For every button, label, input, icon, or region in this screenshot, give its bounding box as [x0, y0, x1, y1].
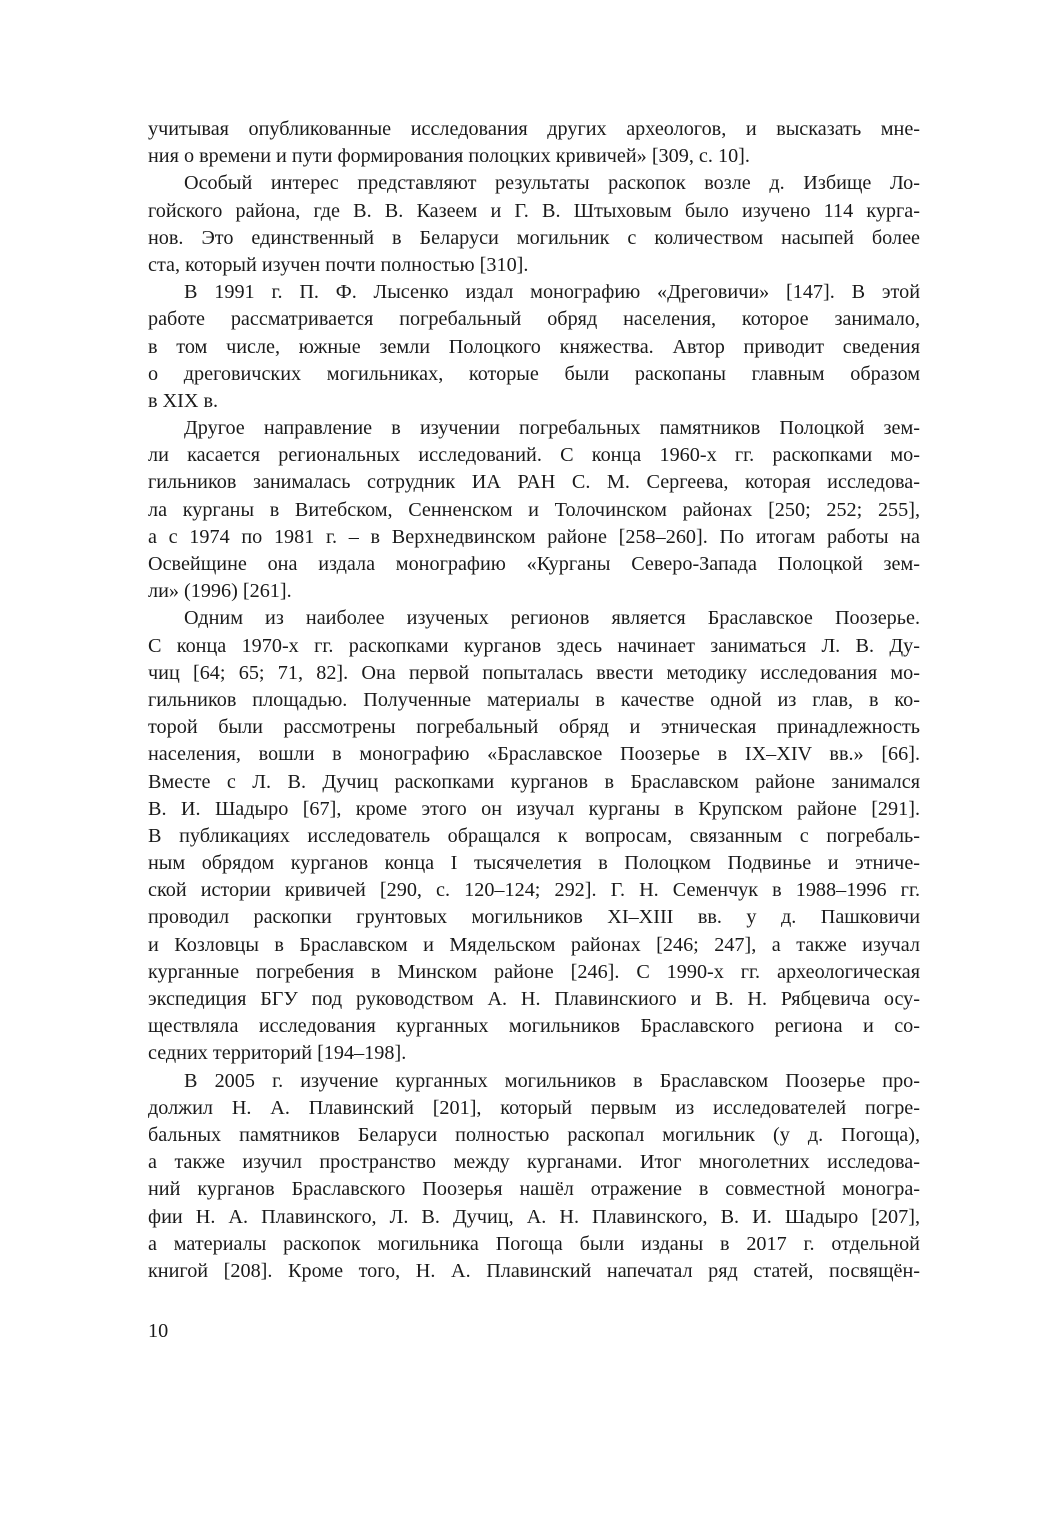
text-line: гойского района, где В. В. Казеем и Г. В. Штыховым было изучено 114 курга-: [148, 199, 920, 222]
text-line: книгой [208]. Кроме того, Н. А. Плавинский напечатал ряд статей, посвящён-: [148, 1259, 920, 1282]
text-line: торой были рассмотрены погребальный обряд и этническая принадлежность: [148, 716, 920, 739]
paragraph-6: [148, 1068, 920, 1286]
text-line: В публикациях исследователь обращался к вопросам, связанным с погребаль-: [148, 824, 920, 847]
text-line: Особый интерес представляют результаты раскопок возле д. Избище Ло-: [184, 172, 920, 195]
text-line: Одним из наиболее изученых регионов является Браславское Поозерье.: [184, 607, 920, 630]
paragraph-5: [148, 605, 920, 1067]
paragraph-1: [148, 116, 920, 170]
text-line: ста, который изучен почти полностью [310].: [148, 253, 529, 276]
text-line: учитывая опубликованные исследования других археологов, и высказать мне-: [148, 118, 920, 140]
text-line: ли» (1996) [261].: [148, 580, 292, 603]
text-line: в XIX в.: [148, 389, 219, 412]
text-line: ли касается региональных исследований. С конца 1960-х гг. раскопками мо-: [148, 444, 920, 467]
text-line: должил Н. А. Плавинский [201], который первым из исследователей погре-: [148, 1096, 920, 1119]
text-line: гильников площадью. Полученные материалы в качестве одной из глав, в ко-: [148, 688, 920, 711]
text-line: С конца 1970-х гг. раскопками курганов здесь начинает заниматься Л. В. Ду-: [148, 634, 920, 657]
page-body: [148, 116, 920, 1285]
paragraph-2: [148, 170, 920, 279]
text-line: В. И. Шадыро [67], кроме этого он изучал курганы в Крупском районе [291].: [148, 797, 920, 820]
text-line: Освейщине она издала монографию «Курганы Северо-Запада Полоцкой зем-: [148, 553, 920, 575]
text-line: а с 1974 по 1981 г. – в Верхнедвинском районе [258–260]. По итогам работы на: [148, 525, 920, 548]
text-line: ла курганы в Витебском, Сенненском и Толочинском районах [250; 252; 255],: [148, 498, 920, 521]
text-line: ным обрядом курганов конца I тысячелетия в Полоцком Подвинье и этниче-: [148, 852, 920, 875]
text-line: нов. Это единственный в Беларуси могильник с количеством насыпей более: [148, 226, 920, 249]
text-line: о дреговичских могильниках, которые были раскопаны главным образом: [148, 362, 920, 385]
text-line: а материалы раскопок могильника Погоща были изданы в 2017 г. отдельной: [148, 1232, 920, 1255]
text-line: Другое направление в изучении погребальных памятников Полоцкой зем-: [184, 417, 920, 440]
text-line: фии Н. А. Плавинского, Л. В. Дучиц, А. Н. Плавинского, В. И. Шадыро [207],: [148, 1205, 920, 1228]
text-line: седних территорий [194–198].: [148, 1042, 407, 1065]
text-line: ний курганов Браславского Поозерья нашёл отражение в совместной моногра-: [148, 1178, 920, 1201]
text-line: работе рассматривается погребальный обряд населения, которое занимало,: [148, 308, 920, 331]
text-line: ской истории кривичей [290, с. 120–124; 292]. Г. Н. Семенчук в 1988–1996 гг.: [148, 879, 920, 902]
text-line: В 1991 г. П. Ф. Лысенко издал монографию «Дреговичи» [147]. В этой: [184, 281, 920, 304]
text-line: проводил раскопки грунтовых могильников XI–XIII вв. у д. Пашковичи: [148, 906, 920, 929]
text-line: гильников занималась сотрудник ИА РАН С. М. Сергеева, которая исследова-: [148, 471, 920, 494]
text-line: а также изучил пространство между курганами. Итог многолетних исследова-: [148, 1151, 920, 1174]
text-line: курганные погребения в Минском районе [246]. С 1990-х гг. археологическая: [148, 960, 920, 983]
paragraph-3: [148, 279, 920, 415]
text-line: населения, вошли в монографию «Браславское Поозерье в IX–XIV вв.» [66].: [148, 743, 920, 766]
text-line: ществляла исследования курганных могильников Браславского региона и со-: [148, 1015, 920, 1038]
text-line: Вместе с Л. В. Дучиц раскопками курганов в Браславском районе занимался: [148, 770, 920, 793]
text-line: ния о времени и пути формирования полоцких кривичей» [309, с. 10].: [148, 145, 750, 168]
text-line: В 2005 г. изучение курганных могильников в Браславском Поозерье про-: [184, 1069, 920, 1092]
text-line: чиц [64; 65; 71, 82]. Она первой попыталась ввести методику исследования мо-: [148, 661, 920, 684]
text-line: в том числе, южные земли Полоцкого княжества. Автор приводит сведения: [148, 335, 920, 358]
text-line: экспедиция БГУ под руководством А. Н. Плавинскиого и В. Н. Рябцевича осу-: [148, 988, 920, 1010]
paragraph-4: [148, 415, 920, 605]
text-line: бальных памятников Беларуси полностью раскопал могильник (у д. Погоща),: [148, 1123, 920, 1146]
text-line: и Козловцы в Браславском и Мядельском районах [246; 247], а также изучал: [148, 933, 920, 956]
page-number: 10: [148, 1320, 169, 1342]
